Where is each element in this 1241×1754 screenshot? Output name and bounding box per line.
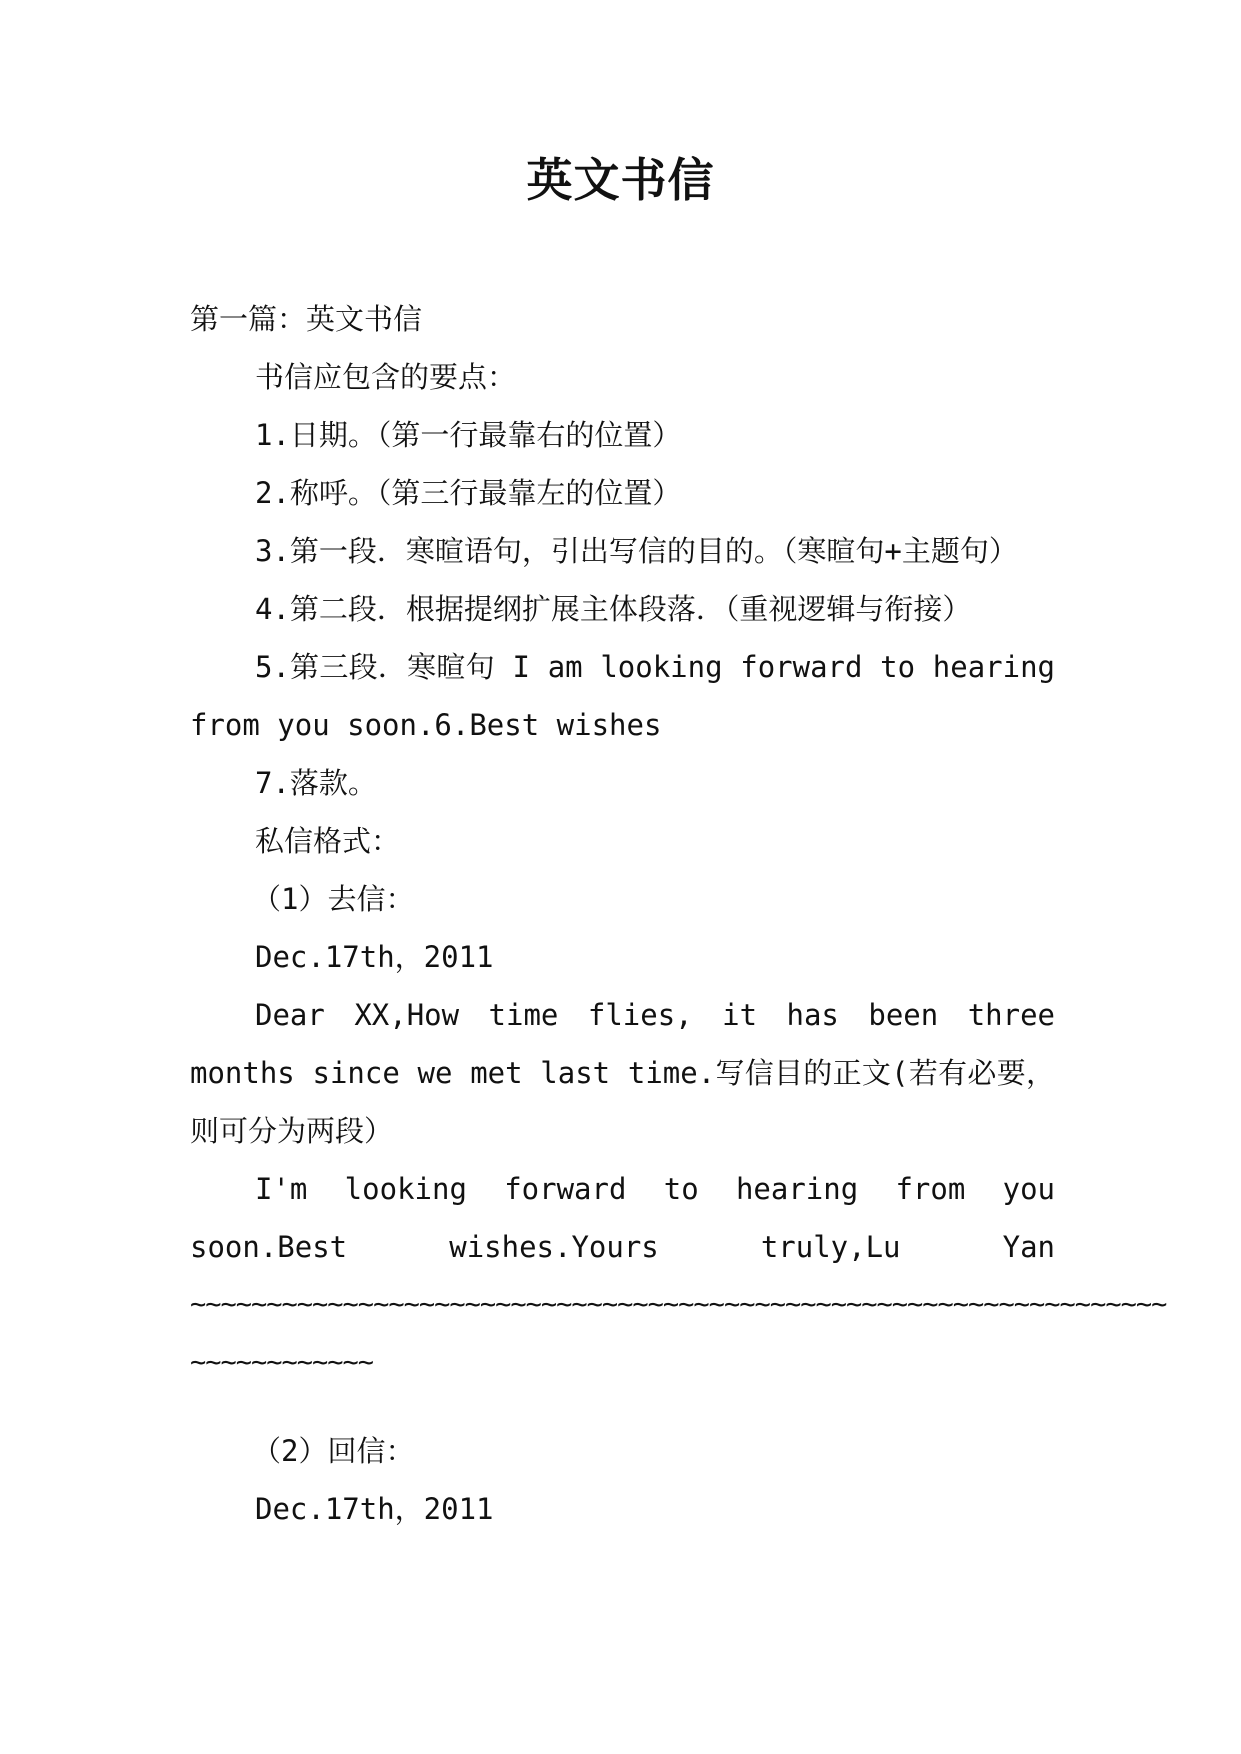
separator-line: ~~~~~~~~~~~~~~~~~~~~~~~~~~~~~~~~~~~~~~~~~~~~~~~~~~~~~~~~~~~~~~~~ [190,1289,1167,1320]
point-1: 1.日期。（第一行最靠右的位置） [255,418,682,452]
point-5: 5.第三段．寒暄句 I am looking forward to hearing from you soon.6.Best wishes [190,650,1055,742]
private-format-heading: 私信格式： [255,824,401,858]
document-body [190,290,1167,1538]
outgoing-letter-closing: I'm looking forward to hearing from you soon.Best wishes.Yours truly,Lu Yan [190,1172,1055,1264]
outgoing-letter-body: Dear XX,How time flies, it has been three months since we met last time.写信目的正文(若有必要，则可分为两段） [190,998,1055,1148]
outgoing-letter-label: （1）去信： [252,882,415,916]
outgoing-letter-date: Dec.17th，2011 [255,940,494,974]
reply-letter-date: Dec.17th，2011 [255,1492,494,1526]
points-intro: 书信应包含的要点： [255,360,517,394]
point-3: 3.第一段．寒暄语句，引出写信的目的。（寒暄句+主题句） [255,534,1018,568]
spacer [190,1392,1055,1422]
document-title: 英文书信 [526,153,715,207]
point-2: 2.称呼。（第三行最靠左的位置） [255,476,682,510]
separator-line-continued: ~~~~~~~~~~~~ [190,1347,374,1378]
point-7: 7.落款。 [255,766,377,800]
reply-letter-label: （2）回信： [252,1434,415,1468]
point-4: 4.第二段．根据提纲扩展主体段落．（重视逻辑与衔接） [255,592,972,626]
section-heading: 第一篇：英文书信 [190,302,423,336]
